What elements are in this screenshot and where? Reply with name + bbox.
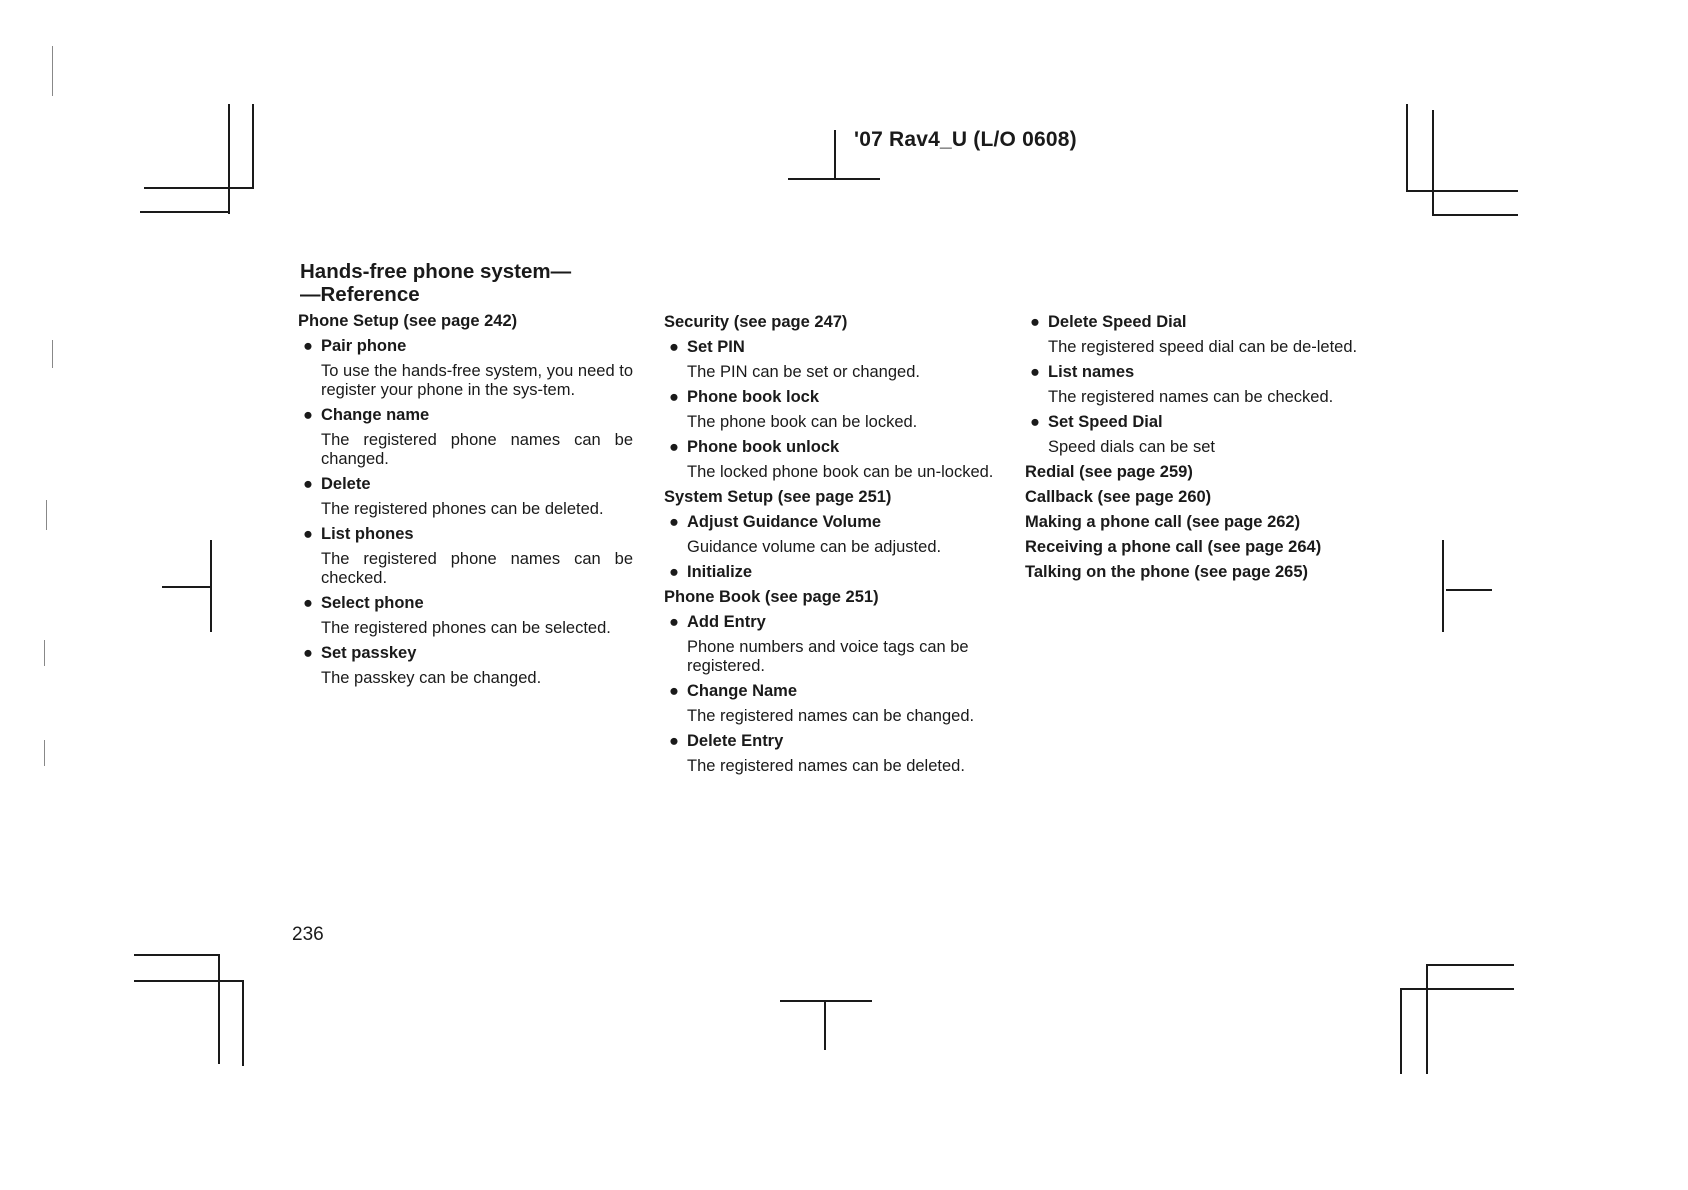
- crop-mark: [1446, 589, 1492, 591]
- item-title: Delete Entry: [687, 732, 784, 750]
- bullet-icon: ●: [1030, 313, 1040, 331]
- item-adjust-guidance-volume: [669, 513, 1004, 532]
- item-phone-book-lock: [669, 388, 1004, 407]
- item-list-names: [1030, 363, 1365, 382]
- crop-mark: [210, 540, 212, 632]
- scan-tick: [44, 640, 45, 666]
- item-title: Change name: [321, 406, 430, 424]
- item-title: List phones: [321, 525, 414, 543]
- section-security: Security (see page 247): [664, 313, 848, 331]
- crop-mark: [1426, 964, 1428, 1074]
- item-description: Phone numbers and voice tags can be registered.: [687, 638, 969, 675]
- item-title: Delete Speed Dial: [1048, 313, 1187, 331]
- item-title: Phone book unlock: [687, 438, 840, 456]
- crop-mark: [1432, 214, 1518, 216]
- item-add-entry: [669, 613, 1004, 632]
- bullet-icon: ●: [303, 475, 313, 493]
- section-phone-setup: Phone Setup (see page 242): [298, 312, 518, 330]
- bullet-icon: ●: [303, 594, 313, 612]
- item-title: List names: [1048, 363, 1135, 381]
- item-description: The registered phone names can be checked.: [321, 550, 633, 587]
- item-description: Speed dials can be set: [1048, 438, 1215, 456]
- item-delete-speed-dial: [1030, 313, 1365, 332]
- bullet-icon: ●: [669, 438, 679, 456]
- item-set-pin: [669, 338, 1004, 357]
- crop-mark: [1406, 104, 1408, 192]
- item-set-passkey: [303, 644, 638, 663]
- item-title: Initialize: [687, 563, 753, 581]
- item-description: The PIN can be set or changed.: [687, 363, 920, 381]
- crop-mark: [780, 1000, 872, 1002]
- item-description: The registered speed dial can be de-leted.: [1048, 338, 1358, 356]
- item-title: Set Speed Dial: [1048, 413, 1163, 431]
- crop-mark: [1400, 988, 1402, 1074]
- item-title: Select phone: [321, 594, 424, 612]
- page-title: [300, 260, 571, 306]
- item-change-name: [303, 406, 638, 425]
- crop-mark: [228, 104, 230, 214]
- column-1: [298, 312, 638, 694]
- item-description: The registered names can be changed.: [687, 707, 975, 725]
- page-number: 236: [292, 924, 324, 945]
- item-set-speed-dial: [1030, 413, 1365, 432]
- item-title: Add Entry: [687, 613, 766, 631]
- section-callback: Callback (see page 260): [1025, 488, 1212, 506]
- scan-tick: [52, 46, 53, 96]
- item-title: Set PIN: [687, 338, 745, 356]
- crop-mark: [1406, 190, 1518, 192]
- item-description: Guidance volume can be adjusted.: [687, 538, 942, 556]
- scan-tick: [52, 340, 53, 368]
- crop-mark: [134, 980, 244, 982]
- crop-mark: [218, 954, 220, 1064]
- crop-mark: [134, 954, 220, 956]
- crop-mark: [242, 980, 244, 1066]
- item-pair-phone: [303, 337, 638, 356]
- bullet-icon: ●: [1030, 363, 1040, 381]
- section-redial: Redial (see page 259): [1025, 463, 1193, 481]
- column-3: [1025, 313, 1365, 588]
- crop-mark: [140, 211, 230, 213]
- item-description: The registered phones can be deleted.: [321, 500, 604, 518]
- bullet-icon: ●: [303, 337, 313, 355]
- crop-mark: [1426, 964, 1514, 966]
- bullet-icon: ●: [669, 388, 679, 406]
- bullet-icon: ●: [669, 513, 679, 531]
- column-2: [664, 313, 1004, 782]
- item-change-name: [669, 682, 1004, 701]
- crop-mark: [834, 130, 836, 178]
- item-delete-entry: [669, 732, 1004, 751]
- item-description: The locked phone book can be un-locked.: [687, 463, 994, 481]
- item-description: The registered phones can be selected.: [321, 619, 611, 637]
- crop-mark: [144, 187, 254, 189]
- bullet-icon: ●: [669, 563, 679, 581]
- item-list-phones: [303, 525, 638, 544]
- bullet-icon: ●: [303, 644, 313, 662]
- item-title: Pair phone: [321, 337, 407, 355]
- item-title: Set passkey: [321, 644, 417, 662]
- item-title: Change Name: [687, 682, 798, 700]
- bullet-icon: ●: [669, 682, 679, 700]
- item-title: Delete: [321, 475, 371, 493]
- section-making-a-call: Making a phone call (see page 262): [1025, 513, 1301, 531]
- page-title-line-2: —Reference: [300, 283, 420, 306]
- item-select-phone: [303, 594, 638, 613]
- crop-mark: [162, 586, 210, 588]
- crop-mark: [1432, 110, 1434, 216]
- bullet-icon: ●: [669, 338, 679, 356]
- item-phone-book-unlock: [669, 438, 1004, 457]
- item-title: Adjust Guidance Volume: [687, 513, 882, 531]
- item-initialize: [669, 563, 1004, 582]
- item-description: The registered phone names can be changed.: [321, 431, 633, 468]
- bullet-icon: ●: [1030, 413, 1040, 431]
- bullet-icon: ●: [669, 613, 679, 631]
- item-description: The passkey can be changed.: [321, 669, 542, 687]
- scan-tick: [44, 740, 45, 766]
- item-description: The registered names can be deleted.: [687, 757, 965, 775]
- item-title: Phone book lock: [687, 388, 820, 406]
- section-phone-book: Phone Book (see page 251): [664, 588, 879, 606]
- section-receiving-a-call: Receiving a phone call (see page 264): [1025, 538, 1322, 556]
- bullet-icon: ●: [303, 406, 313, 424]
- item-delete: [303, 475, 638, 494]
- crop-mark: [1442, 540, 1444, 632]
- item-description: To use the hands-free system, you need to register your phone in the sys-tem.: [321, 362, 633, 399]
- crop-mark: [1400, 988, 1514, 990]
- section-talking-on-phone: Talking on the phone (see page 265): [1025, 563, 1308, 581]
- item-description: The phone book can be locked.: [687, 413, 918, 431]
- bullet-icon: ●: [303, 525, 313, 543]
- scan-tick: [46, 500, 47, 530]
- crop-mark: [252, 104, 254, 188]
- document-code: '07 Rav4_U (L/O 0608): [854, 128, 1077, 151]
- bullet-icon: ●: [669, 732, 679, 750]
- crop-mark: [788, 178, 880, 180]
- item-description: The registered names can be checked.: [1048, 388, 1334, 406]
- crop-mark: [824, 1000, 826, 1050]
- section-system-setup: System Setup (see page 251): [664, 488, 892, 506]
- page-title-line-1: Hands-free phone system—: [300, 260, 572, 283]
